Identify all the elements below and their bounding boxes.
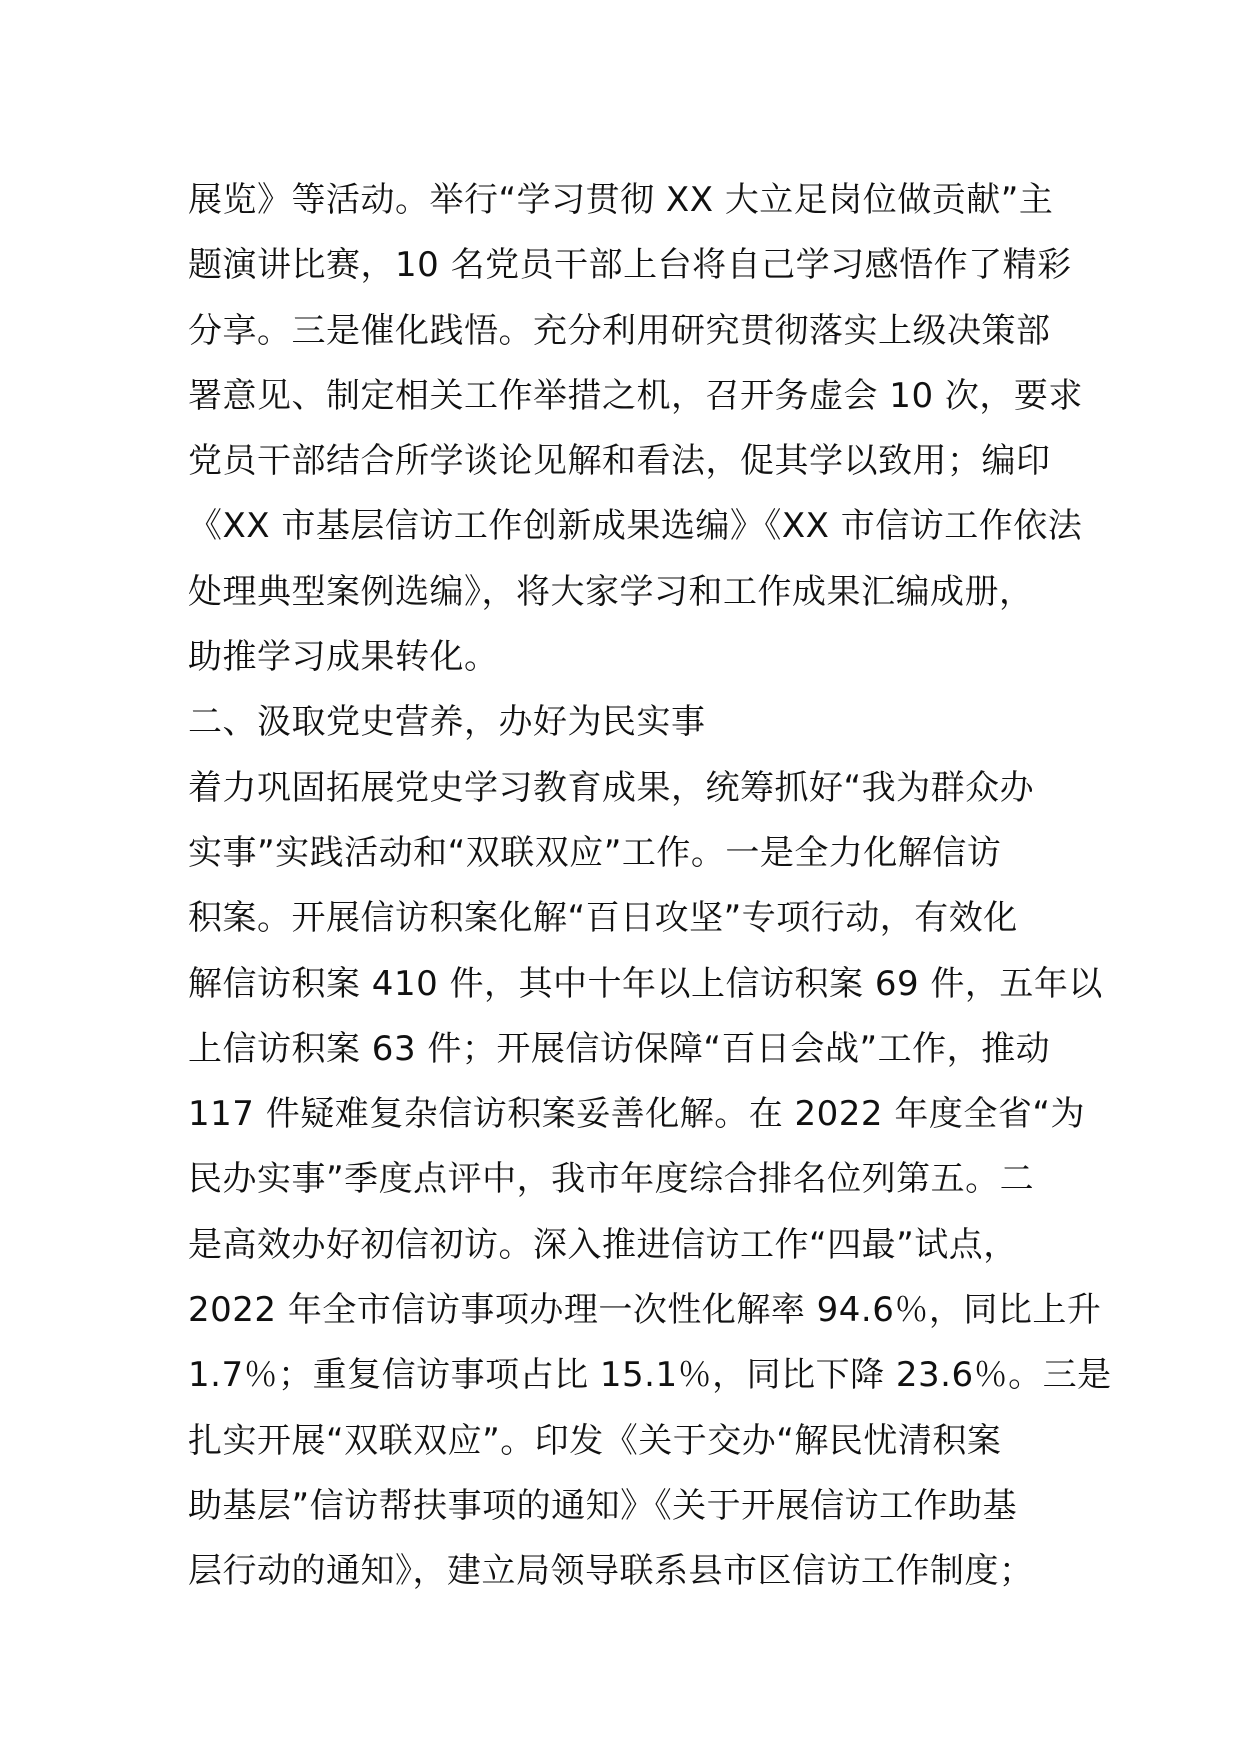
- text-line: 署意见、制定相关工作举措之机，召开务虚会 10 次，要求: [188, 375, 1083, 416]
- text-line: 上信访积案 63 件；开展信访保障“百日会战”工作，推动: [188, 1028, 1051, 1069]
- text-line: 扎实开展“双联双应”。印发《关于交办“解民忧清积案: [188, 1420, 1002, 1461]
- text-line: 层行动的通知》，建立局领导联系县市区信访工作制度；: [188, 1551, 1034, 1592]
- text-line: 分享。三是催化践悟。充分利用研究贯彻落实上级决策部: [188, 310, 1051, 351]
- text-line: 处理典型案例选编》，将大家学习和工作成果汇编成册，: [188, 571, 1034, 612]
- text-line: 题演讲比赛，10 名党员干部上台将自己学习感悟作了精彩: [188, 245, 1072, 286]
- text-line: 民办实事”季度点评中，我市年度综合排名位列第五。二: [188, 1159, 1035, 1200]
- text-line: 实事”实践活动和“双联双应”工作。一是全力化解信访: [188, 832, 1002, 873]
- text-line: 1.7％；重复信访事项占比 15.1％，同比下降 23.6％。三是: [188, 1355, 1112, 1396]
- text-line: 党员干部结合所学谈论见解和看法，促其学以致用；编印: [188, 441, 1051, 482]
- body-text: [188, 168, 1112, 1605]
- text-line: 是高效办好初信初访。深入推进信访工作“四最”试点，: [188, 1224, 1018, 1265]
- text-line: 《XX 市基层信访工作创新成果选编》《XX 市信访工作依法: [188, 506, 1083, 547]
- text-line: 展览》等活动。举行“学习贯彻 XX 大立足岗位做贡献”主: [188, 180, 1054, 220]
- text-line: 助推学习成果转化。: [188, 637, 499, 678]
- text-line: 2022 年全市信访事项办理一次性化解率 94.6％，同比上升: [188, 1290, 1102, 1331]
- text-line: 积案。开展信访积案化解“百日攻坚”专项行动，有效化: [188, 898, 1018, 939]
- text-line: 助基层”信访帮扶事项的通知》《关于开展信访工作助基: [188, 1485, 1018, 1526]
- text-line: 着力巩固拓展党史学习教育成果，统筹抓好“我为群众办: [188, 767, 1035, 808]
- section-heading: 二、汲取党史营养，办好为民实事: [188, 702, 706, 743]
- text-line: 117 件疑难复杂信访积案妥善化解。在 2022 年度全省“为: [188, 1094, 1085, 1135]
- text-line: 解信访积案 410 件，其中十年以上信访积案 69 件，五年以: [188, 963, 1103, 1004]
